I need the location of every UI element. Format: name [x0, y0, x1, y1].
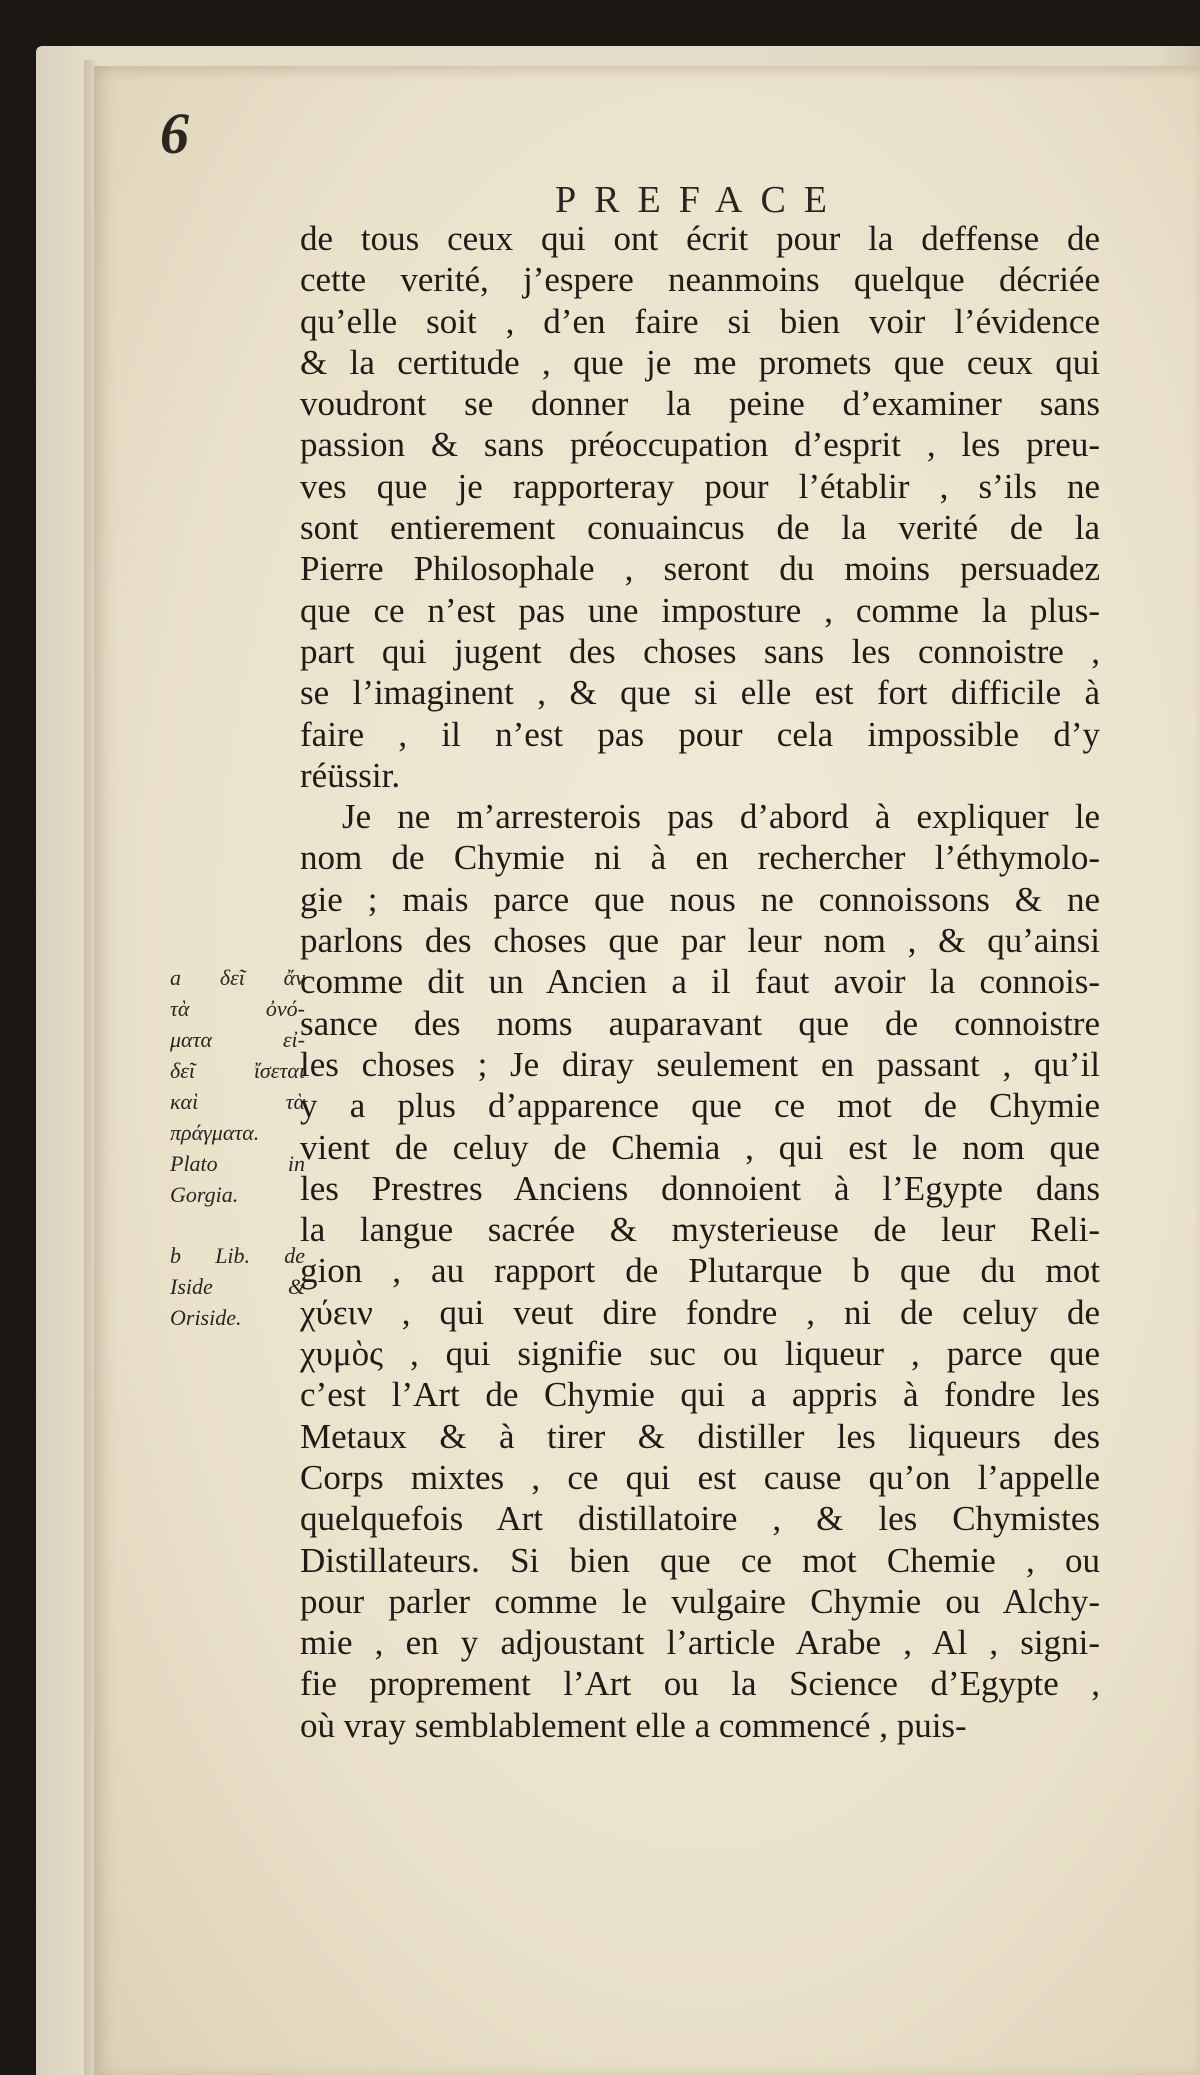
marginal-note-b: [170, 1240, 305, 1333]
body-text: [300, 218, 1100, 1746]
text-line: de tous ceux qui ont écrit pour la deffense de: [300, 219, 1100, 258]
marginal-note-line: δεῖ ἴσεται: [170, 1058, 305, 1083]
text-line: Corps mixtes , ce qui est cause qu’on l’appelle: [300, 1457, 1100, 1497]
text-line: la langue sacrée & mysterieuse de leur Reli-: [300, 1210, 1100, 1250]
marginal-note-line: τὰ ὀνό-: [170, 996, 305, 1021]
text-line: c’est l’Art de Chymie qui a appris à fondre les: [300, 1375, 1100, 1415]
text-line: & la certitude , que je me promets que ceux qui: [300, 342, 1100, 382]
text-line: vient de celuy de Chemia , qui est le nom que: [300, 1127, 1100, 1167]
marginal-note-line: Gorgia.: [170, 1182, 239, 1207]
text-line: passion & sans préoccupation d’esprit , les preu-: [300, 425, 1100, 465]
text-line: Metaux & à tirer & distiller les liqueurs des: [300, 1416, 1100, 1456]
text-line: les Prestres Anciens donnoient à l’Egypte dans: [300, 1168, 1100, 1208]
text-line: que ce n’est pas une imposture , comme la plus-: [300, 590, 1100, 630]
text-line: Distillateurs. Si bien que ce mot Chemie , ou: [300, 1540, 1100, 1580]
text-line: quelquefois Art distillatoire , & les Chymistes: [300, 1499, 1100, 1539]
text-line: gion , au rapport de Plutarque b que du mot: [300, 1251, 1100, 1291]
text-line: pour parler comme le vulgaire Chymie ou Alchy-: [300, 1581, 1100, 1621]
page-number: 6: [160, 101, 187, 166]
text-line: y a plus d’apparence que ce mot de Chymie: [300, 1086, 1100, 1126]
marginal-note-line: b Lib. de: [170, 1243, 305, 1268]
marginal-note-line: Oriside.: [170, 1305, 242, 1330]
running-head: PREFACE: [555, 179, 846, 221]
text-line: comme dit un Ancien a il faut avoir la connois-: [300, 962, 1100, 1002]
marginal-note-a: [170, 962, 305, 1210]
text-line: faire , il n’est pas pour cela impossible d’y: [300, 714, 1100, 754]
text-line: Pierre Philosophale , seront du moins persuadez: [300, 549, 1100, 589]
marginal-note-line: a δεῖ ἄν: [170, 965, 305, 990]
text-line: réüssir.: [300, 755, 401, 795]
text-line: voudront se donner la peine d’examiner sans: [300, 384, 1100, 424]
text-line: fie proprement l’Art ou la Science d’Egypte ,: [300, 1664, 1100, 1704]
text-line: ves que je rapporteray pour l’établir , s’ils ne: [300, 466, 1100, 506]
marginal-note-line: Plato in: [170, 1151, 305, 1176]
text-line: sance des noms auparavant que de connoistre: [300, 1003, 1100, 1043]
text-line: les choses ; Je diray seulement en passant , qu’il: [300, 1044, 1100, 1084]
text-line: parlons des choses que par leur nom , & qu’ainsi: [300, 921, 1100, 961]
text-line: nom de Chymie ni à en rechercher l’éthymolo-: [300, 838, 1100, 878]
text-line: part qui jugent des choses sans les connoistre ,: [300, 631, 1100, 671]
marginal-note-line: καὶ τὰ: [170, 1089, 305, 1114]
text-line: χυμὸς , qui signifie suc ou liqueur , parce que: [300, 1334, 1100, 1374]
marginal-note-line: πράγματα.: [170, 1120, 260, 1145]
text-line: gie ; mais parce que nous ne connoissons & ne: [300, 879, 1100, 919]
text-line: sont entierement conuaincus de la verité de la: [300, 508, 1100, 548]
text-line: mie , en y adjoustant l’article Arabe , Al , signi-: [300, 1623, 1100, 1663]
marginal-note-line: Iside &: [170, 1274, 305, 1299]
text-line: qu’elle soit , d’en faire si bien voir l’évidence: [300, 301, 1100, 341]
text-line: Je ne m’arresterois pas d’abord à expliquer le: [342, 797, 1100, 837]
text-line: où vray semblablement elle a commencé , puis-: [300, 1705, 967, 1745]
text-line: χύειν , qui veut dire fondre , ni de celuy de: [300, 1292, 1100, 1332]
text-line: cette verité, j’espere neanmoins quelque décriée: [300, 260, 1100, 300]
marginal-note-line: ματα εἰ-: [170, 1027, 305, 1052]
text-line: se l’imaginent , & que si elle est fort difficile à: [300, 673, 1100, 713]
marginal-notes: [170, 962, 305, 1333]
